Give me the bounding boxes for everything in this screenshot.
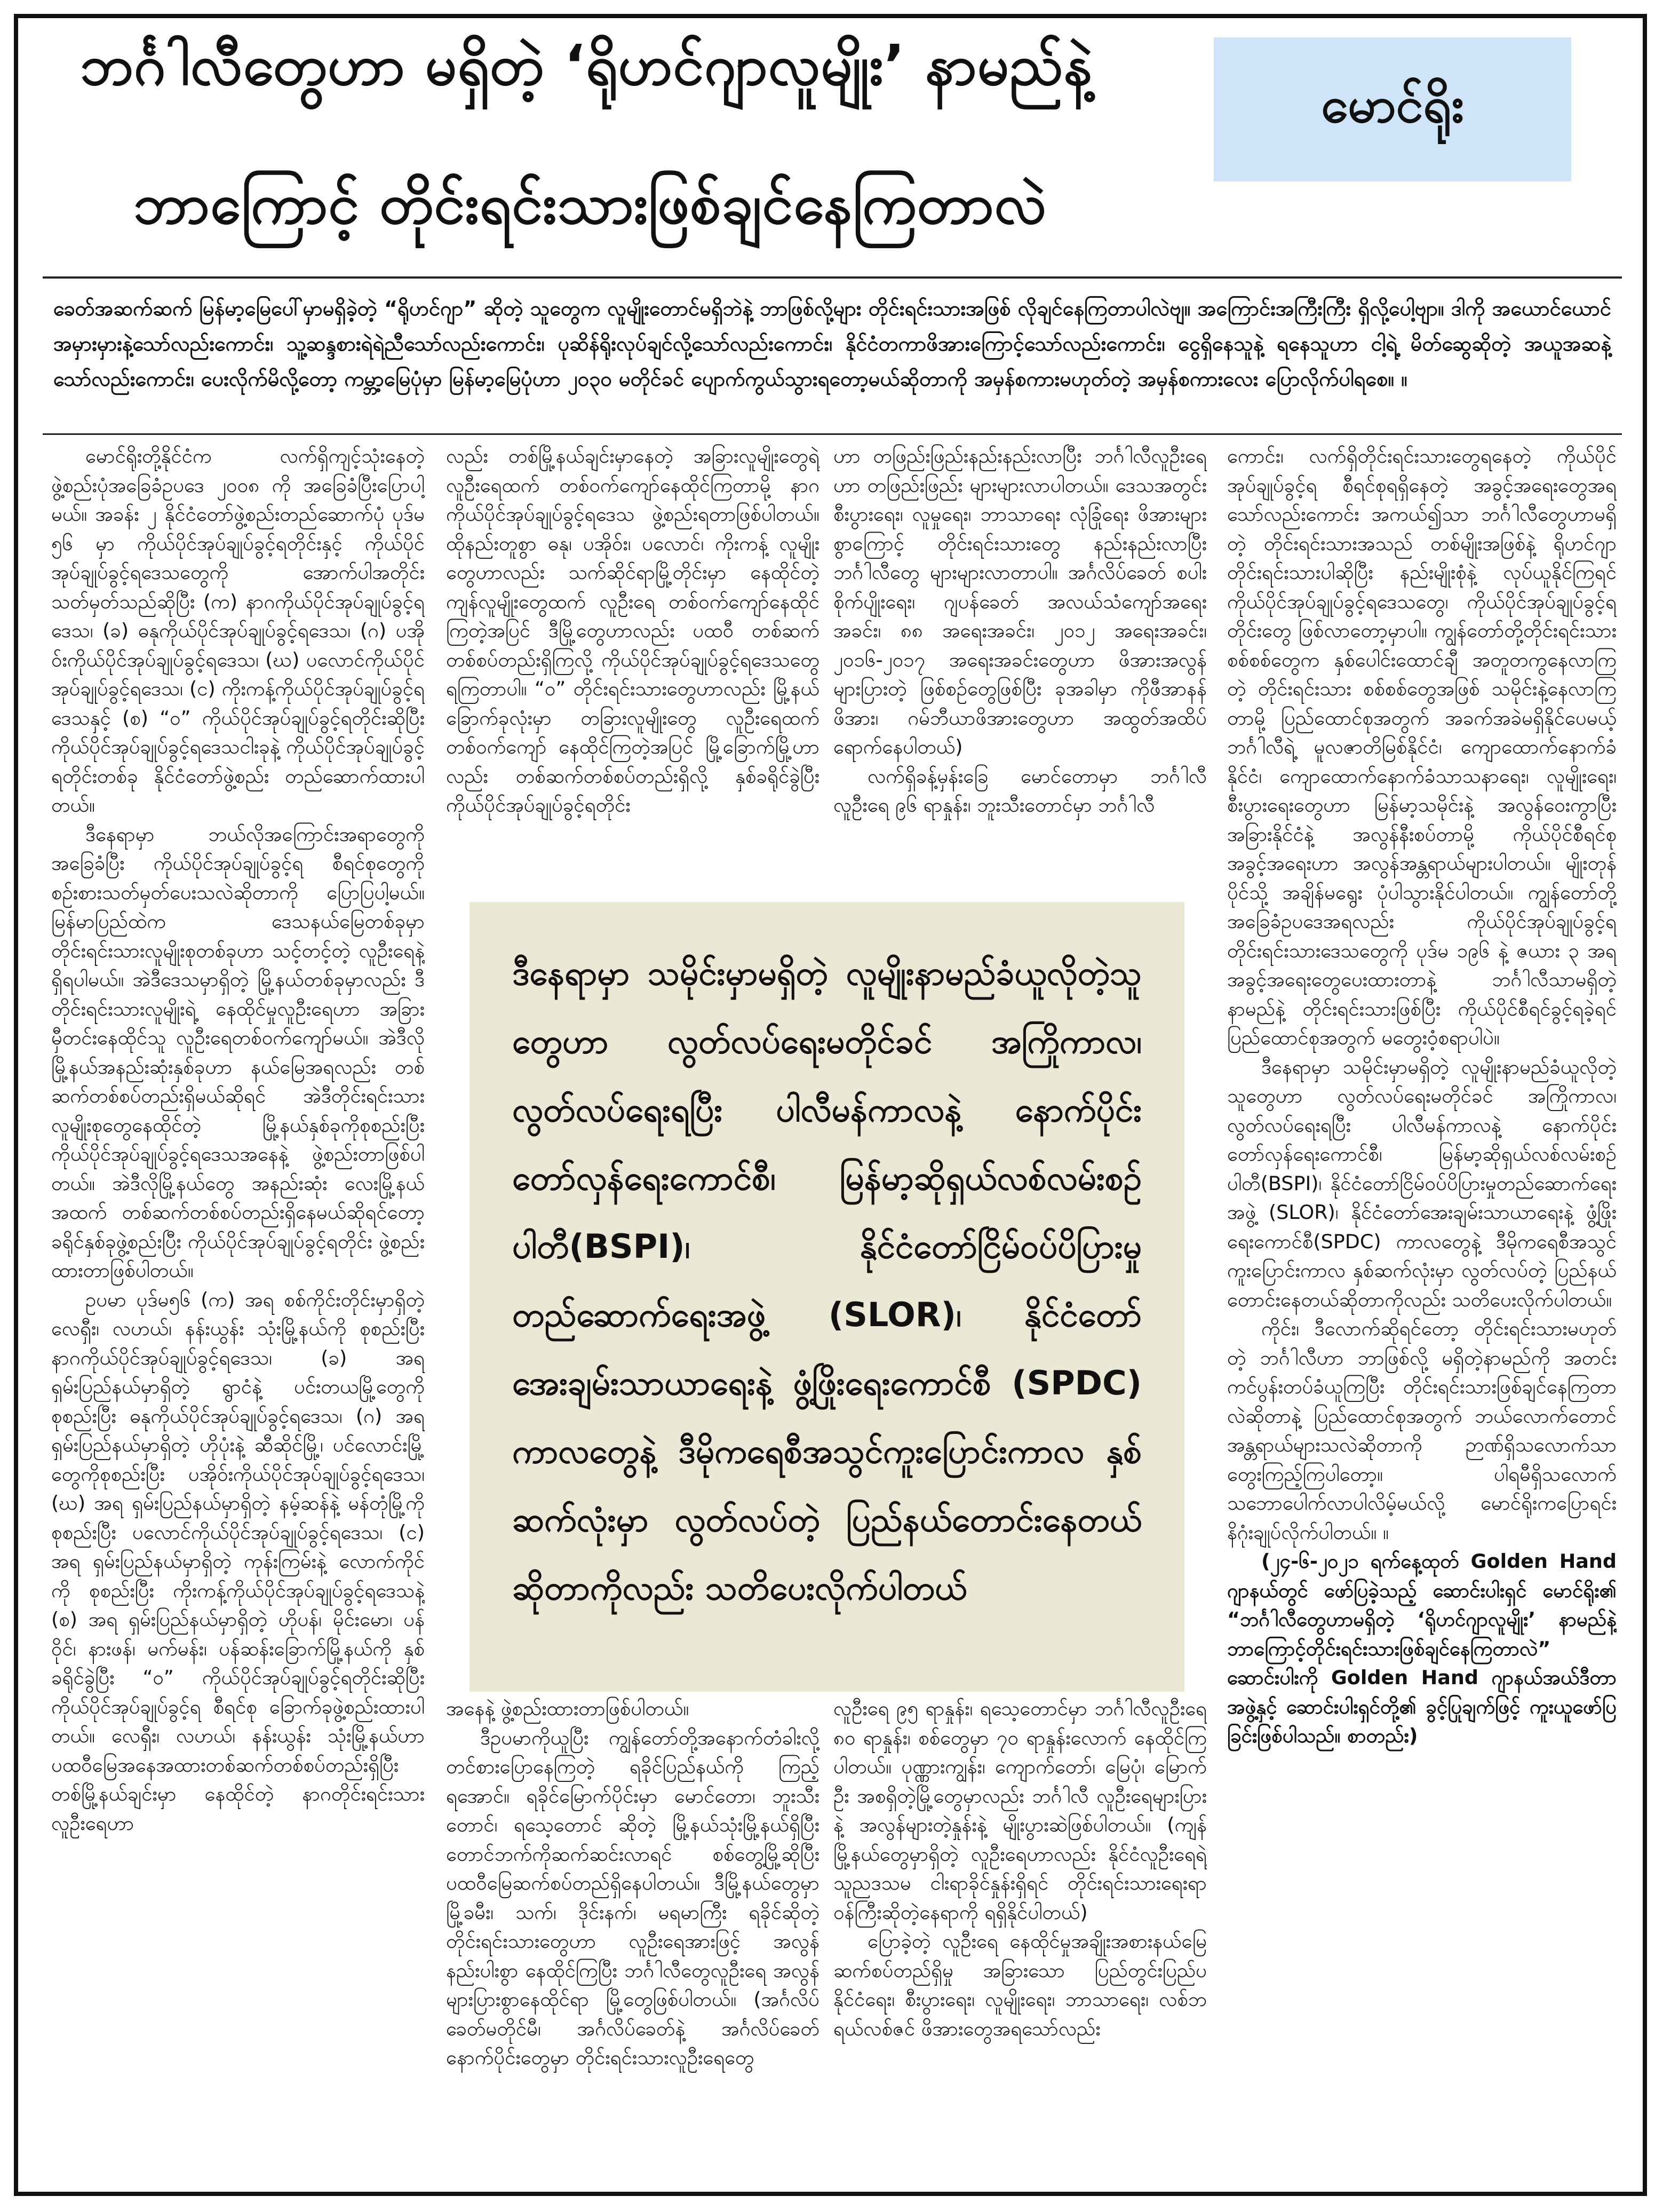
column-3-bottom (833, 1694, 1207, 2175)
paragraph: လည်း တစ်မြို့နယ်ချင်းမှာနေတဲ့ အခြားလူမျိုးတွေရဲ့ လူဦးရေထက် တစ်ဝက်ကျော်နေထိုင်ကြတာမို့ နာဂကိုယ်ပိုင်အုပ်ချုပ်ခွင့်ရဒေသ ဖွဲ့စည်းရတာဖြစ်ပါတယ်။ ထိုနည်းတူစွာ ဓနု၊ ပအိုဝ်း၊ ပလောင်၊ ကိုးကန့် လူမျိုးတွေဟာလည်း သက်ဆိုင်ရာမြို့တိုင်းမှာ နေထိုင်တဲ့ ကျန်လူမျိုးတွေထက် လူဦးရေ တစ်ဝက်ကျော်နေထိုင်ကြတဲ့အပြင် ဒီမြို့တွေဟာလည်း ပထဝီ တစ်ဆက်တစ်စပ်တည်းရှိကြလို့ ကိုယ်ပိုင်အုပ်ချုပ်ခွင့်ရဒေသတွေရကြတာပါ။ “ဝ” တိုင်းရင်းသားတွေဟာလည်း မြို့နယ်ခြောက်ခုလုံးမှာ တခြားလူမျိုးတွေ လူဦးရေထက် တစ်ဝက်ကျော် နေထိုင်ကြတဲ့အပြင် မြို့ခြောက်မြို့ဟာလည်း တစ်ဆက်တစ်စပ်တည်းရှိလို့ နှစ်ခရိုင်ခွဲပြီး ကိုယ်ပိုင်အုပ်ချုပ်ခွင့်ရတိုင်း (446, 445, 819, 816)
intro-divider (43, 433, 1622, 435)
intro-paragraph: ခေတ်အဆက်ဆက် မြန်မာ့မြေပေါ်မှာမရှိခဲ့တဲ့ “ရိုဟင်ဂျာ” ဆိုတဲ့ သူတွေက လူမျိုးတောင်မရှိဘဲနဲ့ ဘာဖြစ်လို့များ တိုင်းရင်းသားအဖြစ် လိုချင်နေကြတာပါလဲဗျ။ အကြောင်းအကြီးကြီး ရှိလို့ပေါ့ဗျာ။ ဒါကို အယောင်ယောင်အမှားမှားနဲ့သော်လည်းကောင်း၊ သူ့ဆန္ဒစားရဲရဲညီသော်လည်းကောင်း၊ ပုဆိန်ရိုးလုပ်ချင်လို့သော်လည်းကောင်း၊ နိုင်ငံတကာဖိအားကြောင့်သော်လည်းကောင်း၊ ငွေရှိနေသူနဲ့ ရနေသူဟာ ငါ့ရဲ့ မိတ်ဆွေဆိုတဲ့ အယူအဆနဲ့သော်လည်းကောင်း၊ ပေးလိုက်မိလို့တော့ ကမ္ဘာ့မြေပုံမှာ မြန်မာ့မြေပုံဟာ ၂၀၃၀ မတိုင်ခင် ပျောက်ကွယ်သွားရတော့မယ်ဆိုတာကို အမှန်စကားမဟုတ်တဲ့ အမှန်စကားလေး ပြောလိုက်ပါရစေ။ ။ (53, 297, 1611, 391)
column-4 (1227, 442, 1617, 2171)
pull-quote: ဒီနေရာမှာ သမိုင်းမှာမရှိတဲ့ လူမျိုးနာမည်ခံယူလိုတဲ့သူတွေဟာ လွတ်လပ်ရေးမတိုင်ခင် အကြိုကာလ၊ လွတ်လပ်ရေးရပြီး ပါလီမန်ကာလနဲ့ နောက်ပိုင်းတော်လှန်ရေးကောင်စီ၊ မြန်မာ့ဆိုရှယ်လစ်လမ်းစဉ်ပါတီ(BSPI)၊ နိုင်ငံတော်ငြိမ်ဝပ်ပိပြားမှုတည်ဆောက်ရေးအဖွဲ့ (SLOR)၊ နိုင်ငံတော်အေးချမ်းသာယာရေးနဲ့ ဖွံ့ဖြိုးရေးကောင်စီ (SPDC) ကာလတွေနဲ့ ဒီမိုကရေစီအသွင်ကူးပြောင်းကာလ နှစ်ဆက်လုံးမှာ လွတ်လပ်တဲ့ ပြည်နယ်တောင်းနေတယ်ဆိုတာကိုလည်း သတိပေးလိုက်ပါတယ် (470, 902, 1184, 1692)
paragraph: ကောင်း၊ လက်ရှိတိုင်းရင်းသားတွေရနေတဲ့ ကိုယ်ပိုင်အုပ်ချုပ်ခွင့်ရ စီရင်စုရရှိနေတဲ့ အခွင့်အရေးတွေအရသော်လည်းကောင်း အကယ်၍သာ ဘင်္ဂါလီတွေဟာမရှိတဲ့ တိုင်းရင်းသားအသည် တစ်မျိုးအဖြစ်နဲ့ ရိုဟင်ဂျာတိုင်းရင်းသားပါဆိုပြီး နည်းမျိုးစုံနဲ့ လုပ်ယူနိုင်ကြရင် ကိုယ်ပိုင်အုပ်ချုပ်ခွင့်ရဒေသတွေ၊ ကိုယ်ပိုင်အုပ်ချုပ်ခွင့်ရတိုင်းတွေ ဖြစ်လာတော့မှာပါ။ ကျွန်တော်တို့တိုင်းရင်းသားစစ်စစ်တွေက နှစ်ပေါင်းထောင်ချီ အတူတကွနေလာကြတဲ့ တိုင်းရင်းသား စစ်စစ်တွေအဖြစ် သမိုင်းနဲ့နေလာကြတာမို့ ပြည်ထောင်စုအတွက် အခက်အခဲမရှိနိုင်ပေမယ့် ဘင်္ဂါလီရဲ့ မူလဇာတိမြစ်နိုင်ငံ၊ ကျောထောက်နောက်ခံနိုင်ငံ၊ ကျောထောက်နောက်ခံသာသနာရေး၊ လူမျိုးရေး၊ စီးပွားရေးတွေဟာ မြန်မာ့သမိုင်းနဲ့ အလွန်ဝေးကွာပြီး အခြားနိုင်ငံနဲ့ အလွန်နီးစပ်တာမို့ ကိုယ်ပိုင်စီရင်စုအခွင့်အရေးဟာ အလွန်အန္တရာယ်များပါတယ်။ မျိုးတုန်ပိုင်သို့ အချိန်မရွေး ပုံပါသွားနိုင်ပါတယ်။ ကျွန်တော်တို့အခြေခံဥပဒေအရလည်း ကိုယ်ပိုင်အုပ်ချုပ်ခွင့်ရတိုင်းရင်းသားဒေသတွေကို ပုဒ်မ ၁၉၆ နဲ့ ဇယား ၃ အရ အခွင့်အရေးတွေပေးထားတာနဲ့ ဘင်္ဂါလီသာမရှိတဲ့ နာမည်နဲ့ တိုင်းရင်းသားဖြစ်ပြီး ကိုယ်ပိုင်စီရင်ခွင့်ရခဲ့ရင် ပြည်ထောင်စုအတွက် မတွေးဝံ့စရာပါပဲ။ (1227, 445, 1617, 1049)
paragraph: အနေနဲ့ ဖွဲ့စည်းထားတာဖြစ်ပါတယ်။ (446, 1697, 689, 1720)
paragraph: လူဦးရေ ၉၅ ရာနှုန်း၊ ရသေ့တောင်မှာ ဘင်္ဂါလီလူဦးရေ ၈၀ ရာနှုန်း၊ စစ်တွေမှာ ၇၀ ရာနှုန်းလောက် နေထိုင်ကြပါတယ်။ ပုဏ္ဏားကျွန်း၊ ကျောက်တော်၊ မြေပုံ၊ မြောက်ဦး အစရှိတဲ့မြို့တွေမှာလည်း ဘင်္ဂါလီ လူဦးရေများပြားနဲ့ အလွန်များတဲ့နှုန်းနဲ့ မျိုးပွားဆဲဖြစ်ပါတယ်။ (ကျန်မြို့နယ်တွေမှာရှိတဲ့ လူဦးရေဟာလည်း နိုင်ငံလူဦးရေရဲ့ သူညဒသမ ငါးရာခိုင်နှုန်းရှိရင် တိုင်းရင်းသားရေးရာဝန်ကြီးဆိုတဲ့နေရာကို ရရှိနိုင်ပါတယ်) (833, 1697, 1207, 1924)
paragraph: လက်ရှိခန့်မှန်းခြေ မောင်တောမှာ ဘင်္ဂါလီ လူဦးရေ ၉၆ ရာနှုန်း၊ ဘူးသီးတောင်မှာ ဘင်္ဂါလီ (833, 764, 1207, 816)
paragraph: ကိုင်း၊ ဒီလောက်ဆိုရင်တော့ တိုင်းရင်းသားမဟုတ်တဲ့ ဘင်္ဂါလီဟာ ဘာဖြစ်လို့ မရှိတဲ့နာမည်ကို အတင်း ကင်ပွန်းတပ်ခံယူကြပြီး တိုင်းရင်းသားဖြစ်ချင်နေကြတာလဲဆိုတာနဲ့ ပြည်ထောင်စုအတွက် ဘယ်လောက်တောင် အန္တရာယ်များသလဲဆိုတာကို ဉာဏ်ရှိသလောက်သာ တွေးကြည့်ကြပါတော့။ ပါရမီရှိသလောက် သဘောပေါက်လာပါလိမ့်မယ်လို့ မောင်ရိုးကပြောရင်း နိဂုံးချုပ်လိုက်ပါတယ်။ ။ (1227, 1317, 1617, 1544)
paragraph: ဥပမာ ပုဒ်မ၅၆ (က) အရ စစ်ကိုင်းတိုင်းမှာရှိတဲ့ လေရှီး၊ လဟယ်၊ နန်းယွန်း သုံးမြို့နယ်ကို စုစည်းပြီး နာဂကိုယ်ပိုင်အုပ်ချုပ်ခွင့်ရဒေသ၊ (ခ) အရ ရှမ်းပြည်နယ်မှာရှိတဲ့ ရွာငံနဲ့ ပင်းတယမြို့တွေကို စုစည်းပြီး ဓနုကိုယ်ပိုင်အုပ်ချုပ်ခွင့်ရဒေသ၊ (ဂ) အရ ရှမ်းပြည်နယ်မှာရှိတဲ့ ဟိုပုံးနဲ့ ဆီဆိုင်မြို့၊ ပင်လောင်းမြို့တွေကိုစုစည်းပြီး ပအိုဝ်းကိုယ်ပိုင်အုပ်ချုပ်ခွင့်ရဒေသ၊ (ဃ) အရ ရှမ်းပြည်နယ်မှာရှိတဲ့ နမ့်ဆန်နဲ့ မန်တုံမြို့ကို စုစည်းပြီး ပလောင်ကိုယ်ပိုင်အုပ်ချုပ်ခွင့်ရဒေသ၊ (င) အရ ရှမ်းပြည်နယ်မှာရှိတဲ့ ကုန်းကြမ်းနဲ့ လောက်ကိုင်ကို စုစည်းပြီး ကိုးကန့်ကိုယ်ပိုင်အုပ်ချုပ်ခွင့်ရဒေသနဲ့ (စ) အရ ရှမ်းပြည်နယ်မှာရှိတဲ့ ဟိုပန်၊ မိုင်းမော၊ ပန်ဝိုင်၊ နားဖန်၊ မက်မန်း၊ ပန်ဆန်းခြောက်မြို့နယ်ကို နှစ်ခရိုင်ခွဲပြီး “ဝ” ကိုယ်ပိုင်အုပ်ချုပ်ခွင့်ရတိုင်းဆိုပြီး ကိုယ်ပိုင်အုပ်ချုပ်ခွင့်ရ စီရင်စု ခြောက်ခုဖွဲ့စည်းထားပါတယ်။ လေရှီး၊ လဟယ်၊ နန်းယွန်း သုံးမြို့နယ်ဟာ ပထဝီမြေအနေအထားတစ်ဆက်တစ်စပ်တည်းရှိပြီး တစ်မြို့နယ်ချင်းမှာ နေထိုင်တဲ့ နာဂတိုင်းရင်းသား လူဦးရေဟာ (51, 1288, 425, 1835)
headline-line-1: ဘင်္ဂါလီတွေဟာ မရှိတဲ့ ‘ရိုဟင်ဂျာလူမျိုး’ နာမည်နဲ့ (80, 33, 1093, 98)
paragraph: မောင်ရိုးတို့နိုင်ငံက လက်ရှိကျင့်သုံးနေတဲ့ ဖွဲ့စည်းပုံအခြေခံဥပဒေ ၂၀၀၈ ကို အခြေခံပြီးပြောပါ့မယ်။ အခန်း ၂ နိုင်ငံတော်ဖွဲ့စည်းတည်ဆောက်ပုံ ပုဒ်မ ၅၆ မှာ ကိုယ်ပိုင်အုပ်ချုပ်ခွင့်ရတိုင်းနှင့် ကိုယ်ပိုင်အုပ်ချုပ်ခွင့်ရဒေသတွေကို အောက်ပါအတိုင်း သတ်မှတ်သည်ဆိုပြီး (က) နာဂကိုယ်ပိုင်အုပ်ချုပ်ခွင့်ရဒေသ၊ (ခ) ဓနုကိုယ်ပိုင်အုပ်ချုပ်ခွင့်ရဒေသ၊ (ဂ) ပအိုဝ်းကိုယ်ပိုင်အုပ်ချုပ်ခွင့်ရဒေသ၊ (ဃ) ပလောင်ကိုယ်ပိုင်အုပ်ချုပ်ခွင့်ရဒေသ၊ (င) ကိုးကန့်ကိုယ်ပိုင်အုပ်ချုပ်ခွင့်ရဒေသနှင့် (စ) “ဝ” ကိုယ်ပိုင်အုပ်ချုပ်ခွင့်ရတိုင်းဆိုပြီး ကိုယ်ပိုင်အုပ်ချုပ်ခွင့်ရဒေသငါးခုနဲ့ ကိုယ်ပိုင်အုပ်ချုပ်ခွင့်ရတိုင်းတစ်ခု နိုင်ငံတော်ဖွဲ့စည်း တည်ဆောက်ထားပါတယ်။ (51, 445, 425, 816)
author-name: မောင်ရိုး (1321, 76, 1464, 133)
headline-line-2: ဘာကြောင့် တိုင်းရင်းသားဖြစ်ချင်နေကြတာလဲ (133, 171, 1047, 236)
paragraph: ဟာ တဖြည်းဖြည်းနည်းနည်းလာပြီး ဘင်္ဂါလီလူဦးရေဟာ တဖြည်းဖြည်း များများလာပါတယ်။ ဒေသအတွင်း စီးပွားရေး၊ လူမှုရေး၊ ဘာသာရေး လုံခြုံရေး ဖိအားများစွာကြောင့် တိုင်းရင်းသားတွေ နည်းနည်းလာပြီး ဘင်္ဂါလီတွေ များများလာတာပါ။ အင်္ဂလိပ်ခေတ် စပါးစိုက်ပျိုးရေး၊ ဂျပန်ခေတ် အလယ်သံကျော်အရေးအခင်း၊ ၈၈ အရေးအခင်း၊ ၂၀၁၂ အရေးအခင်း၊ ၂၀၁၆-၂၀၁၇ အရေးအခင်းတွေဟာ ဖိအားအလွန်များပြားတဲ့ ဖြစ်စဉ်တွေဖြစ်ပြီး ခုအခါမှာ ကိုဖီအာနန်ဖိအား၊ ဂမ်ဘီယာဖိအားတွေဟာ အထွတ်အထိပ်ရောက်နေပါတယ်) (833, 445, 1207, 758)
headline-divider (43, 276, 1622, 279)
column-1 (51, 442, 425, 2171)
paragraph: ဒီဥပမာကိုယူပြီး ကျွန်တော်တို့အနောက်တံခါးလို့ တင်စားပြောနေကြတဲ့ ရခိုင်ပြည်နယ်ကို ကြည့်ရအောင်။ ရခိုင်မြောက်ပိုင်းမှာ မောင်တော၊ ဘူးသီးတောင်၊ ရသေ့တောင် ဆိုတဲ့ မြို့နယ်သုံးမြို့နယ်ရှိပြီး တောင်ဘက်ကိုဆက်ဆင်းလာရင် စစ်တွေ့မြို့ဆိုပြီး ပထဝီမြေဆက်စပ်တည်ရှိနေပါတယ်။ ဒီမြို့နယ်တွေမှာ မြို့ခမီး၊ သက်၊ ဒိုင်းနက်၊ မရမာကြီး ရခိုင်ဆိုတဲ့ တိုင်းရင်းသားတွေဟာ လူဦးရေအားဖြင့် အလွန်နည်းပါးစွာ နေထိုင်ကြပြီး ဘင်္ဂါလီတွေလူဦးရေ အလွန်များပြားစွာနေထိုင်ရာ မြို့တွေဖြစ်ပါတယ်။ (အင်္ဂလိပ်ခေတ်မတိုင်မီ၊ အင်္ဂလိပ်ခေတ်နဲ့ အင်္ဂလိပ်ခေတ်နောက်ပိုင်းတွေမှာ တိုင်းရင်းသားလူဦးရေတွေ (446, 1726, 819, 2069)
paragraph: ပြောခဲ့တဲ့ လူဦးရေ နေထိုင်မှုအချိုးအစားနယ်မြေဆက်စပ်တည်ရှိမှု အခြားသော ပြည်တွင်းပြည်ပနိုင်ငံရေး၊ စီးပွားရေး၊ လူမျိုးရေး၊ ဘာသာရေး၊ လစ်ဘရယ်လစ်ဇင် ဖိအားတွေအရသော်လည်း (833, 1930, 1207, 2040)
column-2-top (446, 442, 819, 895)
source-credit: (၂၄-၆-၂၀၂၁ ရက်နေ့ထုတ် Golden Hand ဂျာနယ်တွင် ဖော်ပြခဲ့သည့် ဆောင်းပါးရှင် မောင်ရိုး၏ “ဘင်္ဂါလီတွေဟာမရှိတဲ့ ‘ရိုဟင်ဂျာလူမျိုး’ နာမည်နဲ့ ဘာကြောင့်တိုင်းရင်းသားဖြစ်ချင်နေကြတာလဲ” ဆောင်းပါးကို Golden Hand ဂျာနယ်အယ်ဒီတာအဖွဲ့နှင့် ဆောင်းပါးရှင်တို့၏ ခွင့်ပြုချက်ဖြင့် ကူးယူဖော်ပြခြင်းဖြစ်ပါသည်။ စာတည်း) (1227, 1550, 1617, 1747)
column-3-top (833, 442, 1207, 895)
byline-box (1214, 37, 1571, 181)
paragraph: ဒီနေရာမှာ သမိုင်းမှာမရှိတဲ့ လူမျိုးနာမည်ခံယူလိုတဲ့သူတွေဟာ လွတ်လပ်ရေးမတိုင်ခင် အကြိုကာလ၊ လွတ်လပ်ရေးရပြီး ပါလီမန်ကာလနဲ့ နောက်ပိုင်းတော်လှန်ရေးကောင်စီ၊ မြန်မာ့ဆိုရှယ်လစ်လမ်းစဉ်ပါတီ(BSPI)၊ နိုင်ငံတော်ငြိမ်ဝပ်ပိပြားမှုတည်ဆောက်ရေးအဖွဲ့ (SLOR)၊ နိုင်ငံတော်အေးချမ်းသာယာရေးနဲ့ ဖွံ့ဖြိုးရေးကောင်စီ(SPDC) ကာလတွေနဲ့ ဒီမိုကရေစီအသွင်ကူးပြောင်းကာလ နှစ်ဆက်လုံးမှာ လွတ်လပ်တဲ့ ပြည်နယ်တောင်းနေတယ်ဆိုတာကိုလည်း သတိပေးလိုက်ပါတယ်။ (1227, 1055, 1617, 1311)
column-2-bottom (446, 1694, 819, 2175)
paragraph: ဒီနေရာမှာ ဘယ်လိုအကြောင်းအရာတွေကို အခြေခံပြီး ကိုယ်ပိုင်အုပ်ချုပ်ခွင့်ရ စီရင်စုတွေကို စဉ်းစားသတ်မှတ်ပေးသလဲဆိုတာကို ပြောပြပါ့မယ်။ မြန်မာပြည်ထဲက ဒေသနယ်မြေတစ်ခုမှာ တိုင်းရင်းသားလူမျိုးစုတစ်ခုဟာ သင့်တင့်တဲ့ လူဦးရေနဲ့ ရှိရပါမယ်။ အဲဒီဒေသမှာရှိတဲ့ မြို့နယ်တစ်ခုမှာလည်း ဒီတိုင်းရင်းသားလူမျိုးရဲ့ နေထိုင်မှုလူဦးရေဟာ အခြားမှီတင်းနေထိုင်သူ လူဦးရေတစ်ဝက်ကျော်မယ်။ အဲဒီလို မြို့နယ်အနည်းဆုံးနှစ်ခုဟာ နယ်မြေအရလည်း တစ်ဆက်တစ်စပ်တည်းရှိမယ်ဆိုရင် အဲဒီတိုင်းရင်းသားလူမျိုးစုတွေနေထိုင်တဲ့ မြို့နယ်နှစ်ခုကိုစုစည်းပြီး ကိုယ်ပိုင်အုပ်ချုပ်ခွင့်ရဒေသအနေနဲ့ ဖွဲ့စည်းတာဖြစ်ပါတယ်။ အဲဒီလိုမြို့နယ်တွေ အနည်းဆုံး လေးမြို့နယ်အထက် တစ်ဆက်တစ်စပ်တည်းရှိနေမယ်ဆိုရင်တော့ ခရိုင်နှစ်ခုဖွဲ့စည်းပြီး ကိုယ်ပိုင်အုပ်ချုပ်ခွင့်ရတိုင်း ဖွဲ့စည်းထားတာဖြစ်ပါတယ်။ (51, 822, 425, 1282)
